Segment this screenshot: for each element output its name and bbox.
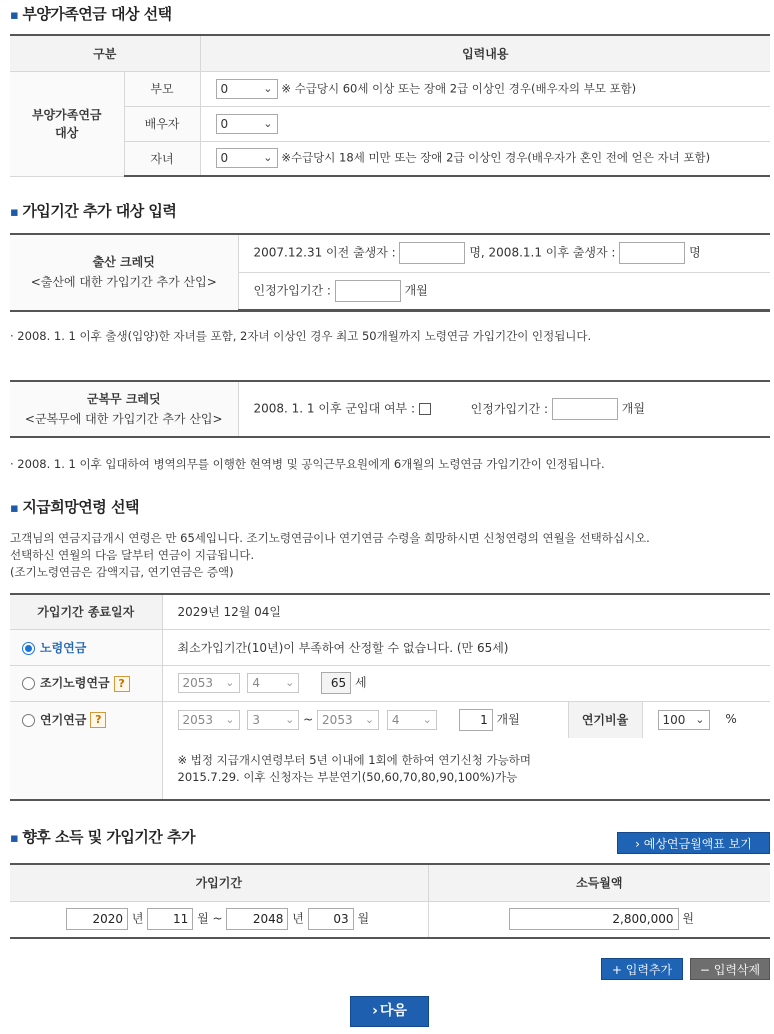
children-note: ※수급당시 18세 미만 또는 장애 2급 이상인 경우(배우자가 혼인 전에 얻은 자녀 포함) [281,150,711,165]
military-recog-label: 인정가입기간 : [470,401,549,416]
won-unit: 원 [682,911,694,926]
birth-unit: 명 [689,245,701,260]
birth-recog-label: 인정가입기간 : [253,283,331,298]
spouse-select[interactable]: 0 ⌄ [216,114,278,134]
chevron-down-icon: ⌄ [263,151,273,165]
add-row-button[interactable]: + 입력추가 [601,958,683,980]
deferred-note [162,738,770,800]
section-title-age: ▪ 지급희망연령 선택 [10,498,139,516]
future-income-table [10,863,770,939]
start-year-input[interactable]: 2020 [66,908,128,930]
end-date-value: 2029년 12월 04일 [162,594,770,629]
deferred-months-input[interactable]: 1 [459,709,493,731]
next-button[interactable]: › 다음 [350,996,429,1027]
chevron-down-icon: ⌄ [225,712,235,726]
military-credit-table [10,380,770,438]
deferred-months-unit: 개월 [496,712,520,727]
ratio-label: 연기비율 [568,701,642,738]
chevron-down-icon: ⌄ [364,712,375,726]
range-tilde: ~ [303,712,314,727]
parents-note: ※ 수급당시 60세 이상 또는 장애 2급 이상인 경우(배우자의 부모 포함) [281,81,637,95]
start-month-input[interactable]: 11 [147,908,193,930]
col-header-period: 가입기간 [10,864,428,901]
dependents-table [10,34,770,177]
early-month-select[interactable]: 4 ⌄ [247,673,299,693]
income-input[interactable]: 2,800,000 [509,908,679,930]
ratio-inputs [642,701,770,738]
chevron-down-icon: ⌄ [285,676,295,689]
col-header-input: 입력내용 [200,35,770,71]
birth-credit-table [10,233,770,311]
early-year-select[interactable]: 2053 ⌄ [178,673,240,693]
col-header-income: 소득월액 [428,864,770,901]
ratio-unit: % [725,712,737,727]
chevron-right-icon: › [372,1003,378,1019]
military-credit-note: · 2008. 1. 1 이후 입대하여 병역의무를 이행한 현역병 및 공익근무요원에게 6개월의 노령연금 가입기간이 인정됩니다. [10,457,605,471]
col-header-category: 구분 [10,35,200,71]
end-year-input[interactable]: 2048 [226,908,288,930]
row-children-input [200,141,770,176]
deferred-inputs [162,701,568,738]
birth-after-label: 명, 2008.1.1 이후 출생자 : [469,245,616,260]
early-inputs [162,665,770,701]
row-label-children: 자녀 [124,141,200,176]
old-age-text: 최소가입기간(10년)이 부족하여 산정할 수 없습니다. (만 65세) [162,629,770,665]
view-pension-table-button[interactable]: › 예상연금월액표 보기 [617,832,770,854]
row-parents-input [200,71,770,106]
birth-recog-row [238,272,770,310]
chevron-down-icon: ⌄ [263,116,273,130]
section-title-future: ▪ 향후 소득 및 가입기간 추가 [10,828,196,846]
year-unit: 년 [292,911,304,926]
age-desc-line3: (조기노령연금은 감액지급, 연기연금은 증액) [10,565,234,579]
month-unit: 월 [357,911,370,926]
age-desc-line1: 고객님의 연금지급개시 연령은 만 65세입니다. 조기노령연금이나 연기연금 수령을 희망하시면 신청연령의 연월을 선택하십시오. [10,531,650,545]
birth-recog-input[interactable] [335,280,401,302]
section-title-dependents: ▪ 부양가족연금 대상 선택 [10,5,172,23]
row-spouse-input [200,106,770,141]
military-question: 2008. 1. 1 이후 군입대 여부 : [253,401,416,416]
deferred-start-month-select[interactable]: 3 ⌄ [247,710,299,730]
year-unit: 년 [131,911,144,926]
radio[interactable] [22,714,35,727]
chevron-down-icon: ⌄ [422,712,432,726]
military-checkbox[interactable] [419,403,431,415]
delete-row-button[interactable]: − 입력삭제 [690,958,770,980]
range-tilde: ~ [212,911,223,926]
military-recog-unit: 개월 [621,401,645,416]
deferred-note-line2: 2015.7.29. 이후 신청자는 부분연기(50,60,70,80,90,100%)가능 [177,769,518,784]
chevron-down-icon: ⌄ [225,676,235,689]
birth-count-row [238,234,770,272]
option-deferred[interactable]: 연기연금 ? [10,701,162,800]
radio-selected[interactable] [22,642,35,655]
birth-before-label: 2007.12.31 이전 출생자 : [253,245,396,260]
option-old-age[interactable]: 노령연금 [10,629,162,665]
section-title-credit: ▪ 가입기간 추가 대상 입력 [10,202,177,220]
chevron-down-icon: ⌄ [263,81,273,95]
radio[interactable] [22,677,35,690]
military-row [238,381,770,437]
deferred-start-year-select[interactable]: 2053 ⌄ [178,710,240,730]
ratio-select[interactable]: 100 ⌄ [658,710,710,730]
birth-recog-unit: 개월 [404,283,428,298]
period-inputs [10,901,428,938]
divider [10,310,770,312]
row-label-spouse: 배우자 [124,106,200,141]
age-desc-line2: 선택하신 연월의 다음 달부터 연금이 지급됩니다. [10,548,255,562]
pension-age-table [10,593,770,801]
dependents-group-label: 부양가족연금 대상 [10,71,124,176]
chevron-down-icon: ⌄ [285,712,295,726]
row-label-parents: 부모 [124,71,200,106]
birth-before-input[interactable] [399,242,465,264]
help-icon[interactable]: ? [90,712,106,728]
end-date-label: 가입기간 종료일자 [10,594,162,629]
deferred-end-year-select[interactable]: 2053 ⌄ [317,710,379,730]
option-early[interactable]: 조기노령연금 ? [10,665,162,701]
children-select[interactable]: 0 ⌄ [216,148,278,168]
deferred-note-line1: ※ 법정 지급개시연령부터 5년 이내에 1회에 한하여 연기신청 가능하며 [177,752,531,767]
birth-credit-note: · 2008. 1. 1 이후 출생(입양)한 자녀를 포함, 2자녀 이상인 경우 최고 50개월까지 노령연금 가입기간이 인정됩니다. [10,329,592,343]
age-description [10,530,650,581]
military-credit-label: 군복무 크레딧 <군복무에 대한 가입기간 추가 산입> [10,381,238,437]
military-recog-input[interactable] [552,398,618,420]
help-icon[interactable]: ? [114,676,130,692]
chevron-down-icon: ⌄ [695,712,705,726]
parents-select[interactable]: 0 ⌄ [216,79,278,99]
early-age-input[interactable]: 65 [321,672,351,694]
month-unit: 월 [197,911,209,926]
deferred-end-month-select[interactable]: 4 ⌄ [387,710,437,730]
end-month-input[interactable]: 03 [308,908,354,930]
birth-after-input[interactable] [619,242,685,264]
birth-credit-label: 출산 크레딧 <출산에 대한 가입기간 추가 산입> [10,234,238,310]
early-age-unit: 세 [354,675,367,690]
income-inputs [428,901,770,938]
